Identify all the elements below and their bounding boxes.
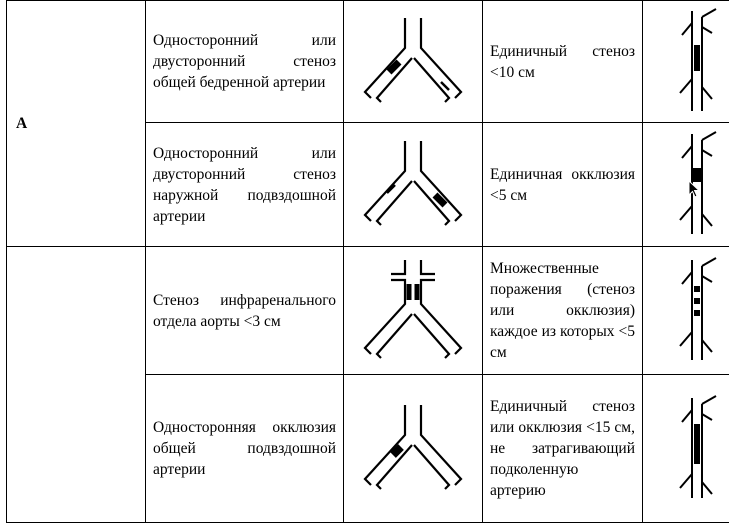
femoral-long-lesion-icon — [668, 394, 728, 504]
table-row — [7, 247, 729, 375]
bifurcation-stenosis-icon — [353, 135, 473, 235]
mouse-cursor-icon — [688, 180, 700, 198]
lesion-cell — [483, 123, 643, 247]
description-text: Стеноз инфраренального отдела аорты <3 см — [153, 291, 336, 330]
group-cell — [7, 1, 146, 247]
description-cell — [146, 123, 344, 247]
side-diagram-cell — [643, 1, 729, 123]
side-diagram-cell — [643, 375, 729, 523]
aortic-stenosis-icon — [353, 256, 473, 366]
diagram-cell — [344, 375, 483, 523]
group-cell — [7, 247, 146, 523]
description-cell — [146, 247, 344, 375]
description-text: Односторонняя окклюзия общей подвздошной артерии — [153, 419, 336, 478]
diagram-cell — [344, 1, 483, 123]
table-row — [7, 1, 729, 123]
lesion-cell — [483, 1, 643, 123]
classification-table — [6, 0, 729, 523]
description-cell — [146, 1, 344, 123]
lesion-cell — [483, 375, 643, 523]
bifurcation-occlusion-icon — [353, 399, 473, 499]
description-text: Односторонний или двусторонний стеноз общей бедренной артерии — [153, 32, 336, 91]
diagram-cell — [344, 123, 483, 247]
lesion-text: Единичный стеноз или окклюзия <15 см, не затрагивающий подколенную артерию — [490, 398, 635, 499]
group-label: A — [16, 115, 28, 132]
bifurcation-stenosis-icon — [353, 12, 473, 112]
femoral-stenosis-icon — [668, 7, 728, 117]
lesion-text: Множественные поражения (стеноз или окклюзия) каждое из которых <5 см — [490, 260, 635, 361]
description-text: Односторонний или двусторонний стеноз наружной подвздошной артерии — [153, 144, 336, 225]
side-diagram-cell — [643, 123, 729, 247]
lesion-text: Единичная окклюзия <5 см — [490, 165, 635, 204]
diagram-cell — [344, 247, 483, 375]
description-cell — [146, 375, 344, 523]
lesion-cell — [483, 247, 643, 375]
side-diagram-cell — [643, 247, 729, 375]
femoral-multiple-lesions-icon — [668, 256, 728, 366]
lesion-text: Единичный стеноз <10 см — [490, 42, 635, 81]
